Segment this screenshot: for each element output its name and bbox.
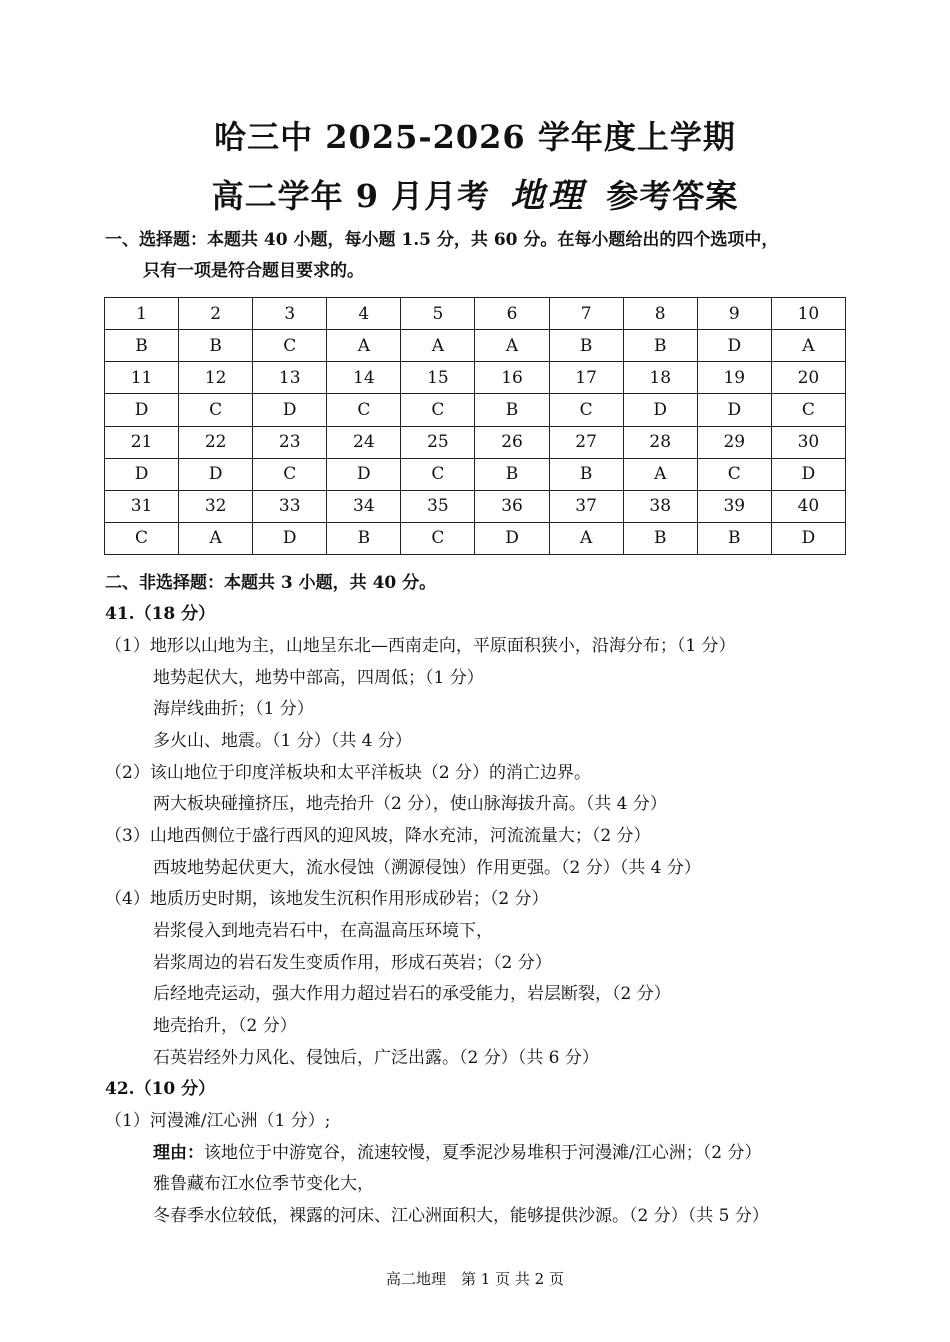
answer-table bbox=[104, 297, 846, 555]
reason-text: 该地位于中游宽谷，流速较慢，夏季泥沙易堆积于河漫滩/江心洲；（2 分） bbox=[204, 1143, 762, 1163]
answer-cell: D bbox=[105, 458, 179, 490]
answer-cell: C bbox=[697, 458, 771, 490]
answer-cell: C bbox=[549, 394, 623, 426]
answer-row bbox=[105, 330, 846, 362]
question-number-cell: 10 bbox=[771, 298, 845, 330]
question-number-cell: 23 bbox=[253, 426, 327, 458]
question-number-cell: 35 bbox=[401, 490, 475, 522]
question-number-cell: 4 bbox=[327, 298, 401, 330]
question-number-cell: 11 bbox=[105, 362, 179, 394]
question-number-cell: 24 bbox=[327, 426, 401, 458]
question-number-cell: 2 bbox=[179, 298, 253, 330]
question-number-cell: 36 bbox=[475, 490, 549, 522]
question-number-cell: 15 bbox=[401, 362, 475, 394]
section1-line2: 只有一项是符合题目要求的。 bbox=[143, 261, 364, 281]
answer-cell: D bbox=[253, 522, 327, 554]
q41-answer-line: 西坡地势起伏更大，流水侵蚀（溯源侵蚀）作用更强。（2 分）（共 4 分） bbox=[153, 858, 701, 878]
question-number-row bbox=[105, 362, 846, 394]
question-number-cell: 19 bbox=[697, 362, 771, 394]
answer-cell: D bbox=[105, 394, 179, 426]
q42-answer-line: 雅鲁藏布江水位季节变化大， bbox=[153, 1174, 374, 1194]
q41-answer-line: 地壳抬升，（2 分） bbox=[153, 1016, 297, 1036]
question-number-cell: 12 bbox=[179, 362, 253, 394]
answer-cell: C bbox=[401, 394, 475, 426]
question-number-cell: 6 bbox=[475, 298, 549, 330]
q42-heading: 42.（10 分） bbox=[105, 1079, 216, 1099]
subtitle-prefix: 高二学年 9 月月考 bbox=[211, 177, 491, 215]
answer-cell: B bbox=[697, 522, 771, 554]
question-number-cell: 33 bbox=[253, 490, 327, 522]
question-number-cell: 28 bbox=[623, 426, 697, 458]
question-number-row bbox=[105, 490, 846, 522]
reason-label: 理由： bbox=[153, 1143, 204, 1163]
subtitle-suffix: 参考答案 bbox=[606, 177, 739, 215]
section1-line1: 一、选择题：本题共 40 小题，每小题 1.5 分，共 60 分。在每小题给出的四个选项中， bbox=[105, 230, 779, 250]
answer-cell: B bbox=[105, 330, 179, 362]
answer-cell: D bbox=[179, 458, 253, 490]
answer-cell: B bbox=[623, 522, 697, 554]
question-number-row bbox=[105, 426, 846, 458]
answer-cell: D bbox=[771, 522, 845, 554]
answer-cell: B bbox=[327, 522, 401, 554]
question-number-cell: 9 bbox=[697, 298, 771, 330]
question-number-cell: 30 bbox=[771, 426, 845, 458]
answer-cell: C bbox=[401, 522, 475, 554]
answer-cell: B bbox=[475, 458, 549, 490]
section2-heading: 二、非选择题：本题共 3 小题，共 40 分。 bbox=[105, 573, 437, 593]
question-number-cell: 34 bbox=[327, 490, 401, 522]
answer-cell: A bbox=[771, 330, 845, 362]
question-number-cell: 8 bbox=[623, 298, 697, 330]
question-number-cell: 3 bbox=[253, 298, 327, 330]
question-number-cell: 1 bbox=[105, 298, 179, 330]
subject-label: 地理 bbox=[510, 176, 587, 216]
answer-cell: D bbox=[327, 458, 401, 490]
answer-cell: C bbox=[253, 330, 327, 362]
answer-cell: A bbox=[179, 522, 253, 554]
question-number-cell: 26 bbox=[475, 426, 549, 458]
q41-answer-line: 岩浆周边的岩石发生变质作用，形成石英岩；（2 分） bbox=[153, 953, 552, 973]
q41-answer-line: （3）山地西侧位于盛行西风的迎风坡，降水充沛，河流流量大；（2 分） bbox=[105, 826, 651, 846]
answer-cell: A bbox=[549, 522, 623, 554]
answer-cell: B bbox=[475, 394, 549, 426]
q41-answer-line: 两大板块碰撞挤压，地壳抬升（2 分），使山脉海拔升高。（共 4 分） bbox=[153, 794, 667, 814]
q41-answer-line: （1）地形以山地为主，山地呈东北—西南走向，平原面积狭小，沿海分布；（1 分） bbox=[105, 636, 736, 656]
q41-answer-line: 石英岩经外力风化、侵蚀后，广泛出露。（2 分）（共 6 分） bbox=[153, 1048, 599, 1068]
q42-answer-line: （1）河漫滩/江心洲（1 分）; bbox=[105, 1111, 331, 1131]
question-number-cell: 39 bbox=[697, 490, 771, 522]
q41-heading: 41.（18 分） bbox=[105, 604, 216, 624]
question-number-cell: 20 bbox=[771, 362, 845, 394]
answer-cell: C bbox=[105, 522, 179, 554]
answer-row bbox=[105, 394, 846, 426]
question-number-cell: 31 bbox=[105, 490, 179, 522]
q41-answer-line: 多火山、地震。（1 分）（共 4 分） bbox=[153, 731, 412, 751]
question-number-cell: 29 bbox=[697, 426, 771, 458]
question-number-cell: 32 bbox=[179, 490, 253, 522]
q41-answer-line: 地势起伏大，地势中部高，四周低；（1 分） bbox=[153, 668, 484, 688]
answer-cell: A bbox=[475, 330, 549, 362]
answer-cell: A bbox=[401, 330, 475, 362]
q42-reason-line bbox=[153, 1138, 761, 1163]
question-number-cell: 25 bbox=[401, 426, 475, 458]
q41-answer-line: 海岸线曲折；（1 分） bbox=[153, 699, 314, 719]
answer-cell: C bbox=[771, 394, 845, 426]
q41-answer-line: （2）该山地位于印度洋板块和太平洋板块（2 分）的消亡边界。 bbox=[105, 763, 592, 783]
question-number-cell: 5 bbox=[401, 298, 475, 330]
answer-cell: B bbox=[623, 330, 697, 362]
answer-cell: A bbox=[327, 330, 401, 362]
question-number-cell: 17 bbox=[549, 362, 623, 394]
answer-cell: C bbox=[253, 458, 327, 490]
answer-cell: C bbox=[401, 458, 475, 490]
question-number-row bbox=[105, 298, 846, 330]
question-number-cell: 38 bbox=[623, 490, 697, 522]
question-number-cell: 13 bbox=[253, 362, 327, 394]
answer-cell: C bbox=[179, 394, 253, 426]
page-title: 哈三中 2025-2026 学年度上学期 bbox=[214, 118, 736, 156]
question-number-cell: 21 bbox=[105, 426, 179, 458]
question-number-cell: 40 bbox=[771, 490, 845, 522]
answer-cell: D bbox=[771, 458, 845, 490]
answer-cell: D bbox=[697, 394, 771, 426]
q41-answer-line: （4）地质历史时期，该地发生沉积作用形成砂岩；（2 分） bbox=[105, 889, 549, 909]
answer-cell: A bbox=[623, 458, 697, 490]
page-footer: 高二地理 第 1 页 共 2 页 bbox=[386, 1270, 564, 1288]
question-number-cell: 16 bbox=[475, 362, 549, 394]
answer-row bbox=[105, 522, 846, 554]
question-number-cell: 18 bbox=[623, 362, 697, 394]
question-number-cell: 27 bbox=[549, 426, 623, 458]
q41-answer-line: 后经地壳运动，强大作用力超过岩石的承受能力，岩层断裂，（2 分） bbox=[153, 984, 671, 1004]
answer-cell: B bbox=[549, 458, 623, 490]
answer-cell: D bbox=[253, 394, 327, 426]
question-number-cell: 22 bbox=[179, 426, 253, 458]
q42-answer-line: 冬春季水位较低，裸露的河床、江心洲面积大，能够提供沙源。（2 分）（共 5 分） bbox=[153, 1206, 769, 1226]
answer-cell: D bbox=[623, 394, 697, 426]
answer-cell: B bbox=[549, 330, 623, 362]
answer-cell: C bbox=[327, 394, 401, 426]
question-number-cell: 37 bbox=[549, 490, 623, 522]
q41-answer-line: 岩浆侵入到地壳岩石中，在高温高压环境下， bbox=[153, 921, 493, 941]
answer-cell: D bbox=[697, 330, 771, 362]
answer-row bbox=[105, 458, 846, 490]
section1-heading bbox=[105, 225, 845, 287]
answer-cell: B bbox=[179, 330, 253, 362]
answer-cell: D bbox=[475, 522, 549, 554]
question-number-cell: 14 bbox=[327, 362, 401, 394]
question-number-cell: 7 bbox=[549, 298, 623, 330]
page-subtitle bbox=[0, 168, 950, 217]
